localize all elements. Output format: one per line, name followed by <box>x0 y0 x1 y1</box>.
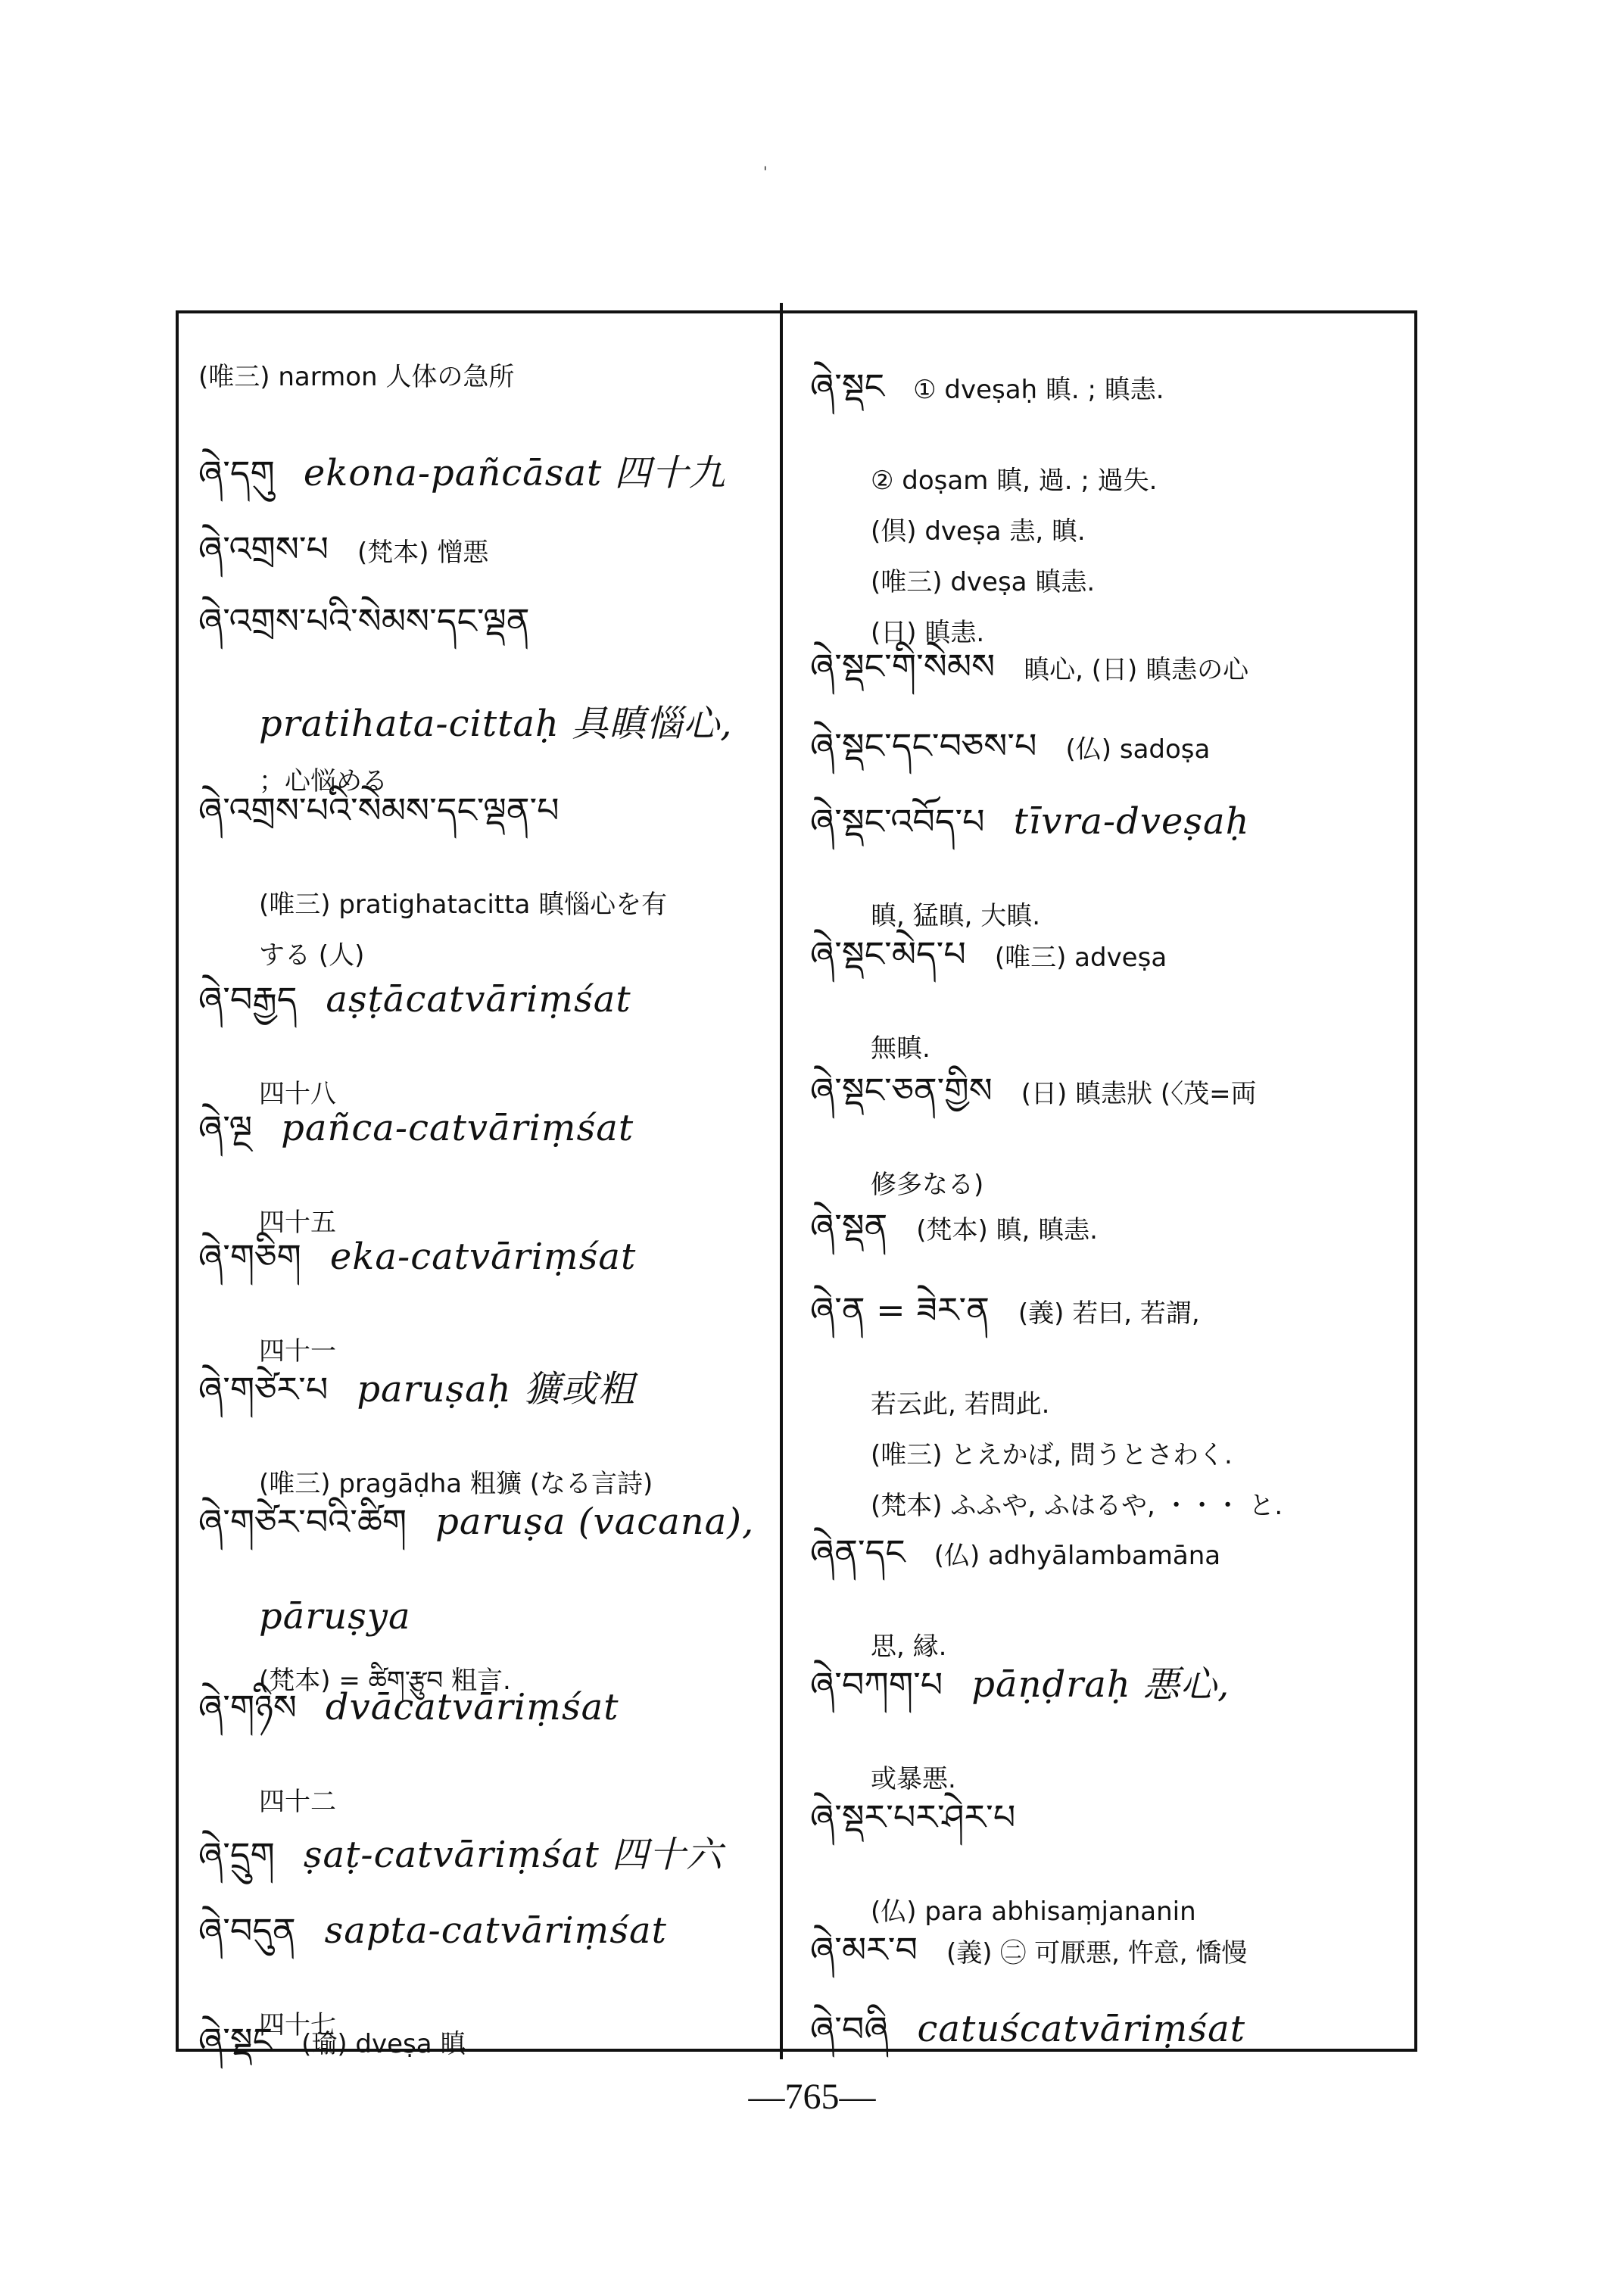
tibetan-headword: ཞེ་ན = ཟེར་ན <box>810 1289 990 1330</box>
entry-text: (梵本) 瞋, 瞋恚. <box>916 1215 1098 1245</box>
entry-text: catuścatvāriṃśat <box>917 2008 1245 2050</box>
entry-text: ② doṣam 瞋, 過. ; 過失. <box>871 466 1158 496</box>
tibetan-headword: ཞེ་དྲུག <box>198 1834 275 1875</box>
entry-text: aṣṭācatvāriṃśat <box>326 978 631 1021</box>
entry-text: (梵本) = ཚིག་རྩུབ 粗言. <box>259 1666 511 1696</box>
tibetan-headword: ཞེ་བརྒྱད <box>198 979 298 1020</box>
entry-text: pāṇḍraḥ 悪心, <box>971 1663 1230 1706</box>
entry-text: ；心悩める <box>259 766 388 796</box>
entry-text: ① dveṣaḥ 瞋. ; 瞋恚. <box>913 375 1164 405</box>
entry-text: (唯三) pratighatacitta 瞋惱心を有 <box>259 890 668 920</box>
entry-line <box>198 356 514 393</box>
entry-text: 修多なる) <box>871 1170 984 1200</box>
entry-text: dvācatvāriṃśat <box>325 1686 619 1728</box>
entry-text: 四十八 <box>259 1079 336 1109</box>
dictionary-entry <box>198 1219 657 1367</box>
dictionary-entry <box>810 1272 1283 1522</box>
entry-text: (日) 瞋恚狀 (〈茂=両 <box>1021 1079 1257 1109</box>
entry-text: sapta-catvāriṃśat <box>324 1909 667 1952</box>
entry-text: 思, 縁. <box>871 1632 947 1662</box>
tibetan-headword: ཞེ་སྡན <box>810 1206 888 1247</box>
entry-text: eka-catvāriṃśat <box>329 1236 637 1278</box>
entry-text: 四十七 <box>259 2010 336 2040</box>
entry-text: tīvra-dveṣaḥ <box>1013 800 1250 843</box>
tibetan-headword: ཞེ་གཉིས <box>198 1687 297 1728</box>
entry-text: 無瞋. <box>871 1033 930 1064</box>
dictionary-entry <box>810 1991 1267 2089</box>
entry-text: pañca-catvāriṃśat <box>281 1107 634 1149</box>
entry-text: (梵本) ふふや, ふはるや, ・・・ と. <box>871 1491 1283 1521</box>
entry-text: pratihata-cittaḥ 具瞋惱心, <box>259 703 733 745</box>
entry-text: (唯三) とえかば, 問うとさわく. <box>871 1440 1233 1470</box>
tibetan-headword: ཞེ་སྡང <box>198 2020 273 2061</box>
tibetan-headword: ཞེ་ལྔ <box>198 1108 253 1149</box>
entry-text: (日) 瞋恚. <box>871 618 985 648</box>
tibetan-headword: ཞེ་གཅིག <box>198 1236 301 1277</box>
entry-text: paruṣaḥ 獷或粗 <box>357 1368 635 1410</box>
tibetan-headword: ཞེ་འགྲས་པ <box>198 528 329 569</box>
tibetan-headword: ཞེན་དང <box>810 1532 906 1572</box>
dictionary-entry <box>198 1090 655 1239</box>
tibetan-headword: ཞེ་སྡང <box>810 366 885 407</box>
tibetan-headword: ཞེ་སྡང་ཅན་གྱིས <box>810 1070 993 1111</box>
dictionary-entry <box>810 1052 1257 1201</box>
entry-text: 四十五 <box>259 1208 336 1238</box>
tibetan-headword: ཞེ་སྡང་གི་སེམས <box>810 646 996 687</box>
entry-text: (瑜) dveṣa 瞋 <box>301 2029 466 2059</box>
tibetan-headword: ཞེ་འགྲས་པའི་སེམས་དང་ལྡན་པ <box>198 790 560 831</box>
dictionary-entry <box>810 1779 1196 1928</box>
entry-text: (唯三) adveṣa <box>994 943 1167 973</box>
entry-text: (唯三) dveṣa 瞋恚. <box>871 567 1096 597</box>
dictionary-entry <box>198 1351 656 1500</box>
tibetan-headword: ཞེ་གཙེར་པ <box>198 1369 329 1410</box>
entry-text: paruṣa (vacana), <box>435 1501 755 1543</box>
entry-text: (梵本) 憎悪 <box>357 538 489 568</box>
entry-text: 瞋心, (日) 瞋恚の心 <box>1024 655 1249 685</box>
tibetan-headword: ཞེ་བཞི <box>810 2009 889 2049</box>
entry-text: 四十二 <box>259 1787 336 1817</box>
entry-text: (唯三) pragāḍha 粗獷 (なる言詩) <box>259 1469 653 1499</box>
entry-text: (義) ㊁ 可厭悪, 忤意, 憍慢 <box>946 1938 1248 1968</box>
dictionary-entry <box>198 356 514 393</box>
entry-text: 四十一 <box>259 1336 336 1367</box>
dictionary-entry <box>810 1647 1251 1795</box>
dictionary-entry <box>198 962 653 1110</box>
tibetan-headword: ཞེ་སྡང་འབོད་པ <box>810 801 985 842</box>
dictionary-entry <box>810 916 1167 1064</box>
entry-text: (義) 若曰, 若謂, <box>1018 1298 1200 1329</box>
tibetan-headword: ཞེ་འགྲས་པའི་སེམས་དང་ལྡན <box>198 600 530 641</box>
dictionary-entry <box>198 583 753 797</box>
entry-text: ṣaṭ-catvāriṃśat 四十六 <box>303 1834 724 1876</box>
dictionary-entry <box>810 784 1271 932</box>
stray-mark: ' <box>763 163 768 181</box>
entry-text: pāruṣya <box>259 1595 411 1638</box>
tibetan-headword: ཞེ་མར་བ <box>810 1929 918 1970</box>
entry-text: 瞋, 猛瞋, 大瞋. <box>871 901 1041 931</box>
entry-text: (仏) adhyālambamāna <box>934 1541 1221 1571</box>
tibetan-headword: ཞེ་གཙེར་བའི་ཚིག <box>198 1501 407 1542</box>
tibetan-headword: ཞེ་སྡང་མེད་པ <box>810 933 966 974</box>
entry-text: する (人) <box>259 940 365 971</box>
tibetan-headword: ཞེ་དགུ <box>198 453 275 494</box>
dictionary-entry <box>810 1514 1220 1663</box>
dictionary-entry <box>198 772 667 971</box>
entry-text: (仏) para abhisaṃjananin <box>871 1897 1196 1927</box>
tibetan-headword: ཞེ་སྡང་དང་བཅས་པ <box>810 725 1037 766</box>
tibetan-headword: ཞེ་སྡར་པར་ཤེར་པ <box>810 1797 1016 1837</box>
entry-text: 若云此, 若問此. <box>871 1389 1050 1420</box>
page-number: —765— <box>748 2077 876 2117</box>
tibetan-headword: ཞེ་བདུན <box>198 1910 296 1951</box>
entry-text: ekona-pañcāsat 四十九 <box>303 452 726 494</box>
entry-text: (唯三) narmon 人体の急所 <box>198 362 515 392</box>
dictionary-entry <box>810 348 1164 649</box>
entry-text: 或暴悪. <box>871 1764 956 1794</box>
tibetan-headword: ཞེ་བཀག་པ <box>810 1664 943 1705</box>
entry-text: (仏) sadoṣa <box>1065 734 1211 765</box>
dictionary-entry <box>198 1669 640 1818</box>
column-divider <box>780 303 783 2059</box>
entry-text: (倶) dveṣa 恚, 瞋. <box>871 516 1086 547</box>
